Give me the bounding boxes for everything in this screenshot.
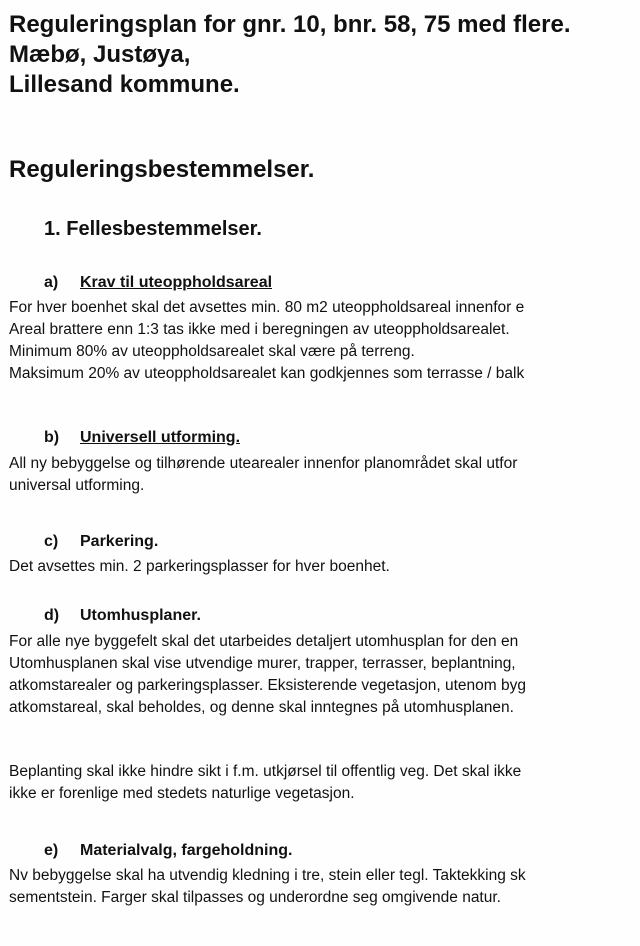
subsection-b-title: Universell utforming.	[80, 429, 241, 446]
paragraph-line: Areal brattere enn 1:3 tas ikke med i beregningen av uteoppholdsarealet.	[9, 321, 510, 338]
paragraph-line: Det avsettes min. 2 parkeringsplasser for hver boenhet.	[9, 558, 390, 575]
subsection-d-body-2	[9, 761, 521, 805]
subsection-d-label: d)	[44, 607, 60, 624]
paragraph-line: sementstein. Farger skal tilpasses og underordne seg omgivende natur.	[9, 889, 501, 906]
subsection-a-heading	[44, 274, 272, 292]
subsection-b-heading	[44, 429, 240, 447]
paragraph-line: For hver boenhet skal det avsettes min. 80 m2 uteoppholdsareal innenfor e	[9, 299, 525, 316]
document-subtitle: Reguleringsbestemmelser.	[9, 156, 315, 183]
title-line-2: Mæbø, Justøya,	[9, 41, 191, 68]
subsection-e-body	[9, 865, 526, 909]
subsection-a-title: Krav til uteoppholdsareal	[80, 274, 273, 291]
paragraph-line: Nv bebyggelse skal ha utvendig kledning i tre, stein eller tegl. Taktekking sk	[9, 867, 526, 884]
subsection-c-title: Parkering.	[80, 533, 159, 550]
subsection-a-body	[9, 297, 524, 385]
paragraph-line: Beplanting skal ikke hindre sikt i f.m. utkjørsel til offentlig veg. Det skal ikke	[9, 763, 522, 780]
subsection-c-body	[9, 556, 390, 578]
paragraph-line: For alle nye byggefelt skal det utarbeides detaljert utomhusplan for den en	[9, 633, 519, 650]
document-title	[9, 10, 571, 100]
subsection-c-heading	[44, 533, 158, 551]
paragraph-line: Utomhusplanen skal vise utvendige murer, trapper, terrasser, beplantning,	[9, 655, 516, 672]
subsection-c-label: c)	[44, 533, 59, 550]
subsection-e-title: Materialvalg, fargeholdning.	[80, 842, 293, 859]
paragraph-line: Maksimum 20% av uteoppholdsarealet kan godkjennes som terrasse / balk	[9, 365, 525, 382]
subsection-d-body	[9, 631, 526, 719]
subsection-d-heading	[44, 607, 201, 625]
subsection-b-body	[9, 453, 517, 497]
paragraph-line: atkomstareal, skal beholdes, og denne skal inntegnes på utomhusplanen.	[9, 699, 514, 716]
title-line-1: Reguleringsplan for gnr. 10, bnr. 58, 75 med flere.	[9, 11, 571, 38]
subsection-a-label: a)	[44, 274, 59, 291]
paragraph-line: Minimum 80% av uteoppholdsarealet skal være på terreng.	[9, 343, 415, 360]
title-line-3: Lillesand kommune.	[9, 71, 240, 98]
paragraph-line: ikke er forenlige med stedets naturlige vegetasjon.	[9, 785, 355, 802]
subsection-b-label: b)	[44, 429, 60, 446]
paragraph-line: universal utforming.	[9, 477, 145, 494]
paragraph-line: All ny bebyggelse og tilhørende utearealer innenfor planområdet skal utfor	[9, 455, 518, 472]
subsection-e-heading	[44, 842, 292, 860]
section-heading: 1. Fellesbestemmelser.	[44, 218, 262, 240]
paragraph-line: atkomstarealer og parkeringsplasser. Eksisterende vegetasjon, utenom byg	[9, 677, 526, 694]
subsection-e-label: e)	[44, 842, 59, 859]
subsection-d-title: Utomhusplaner.	[80, 607, 201, 624]
